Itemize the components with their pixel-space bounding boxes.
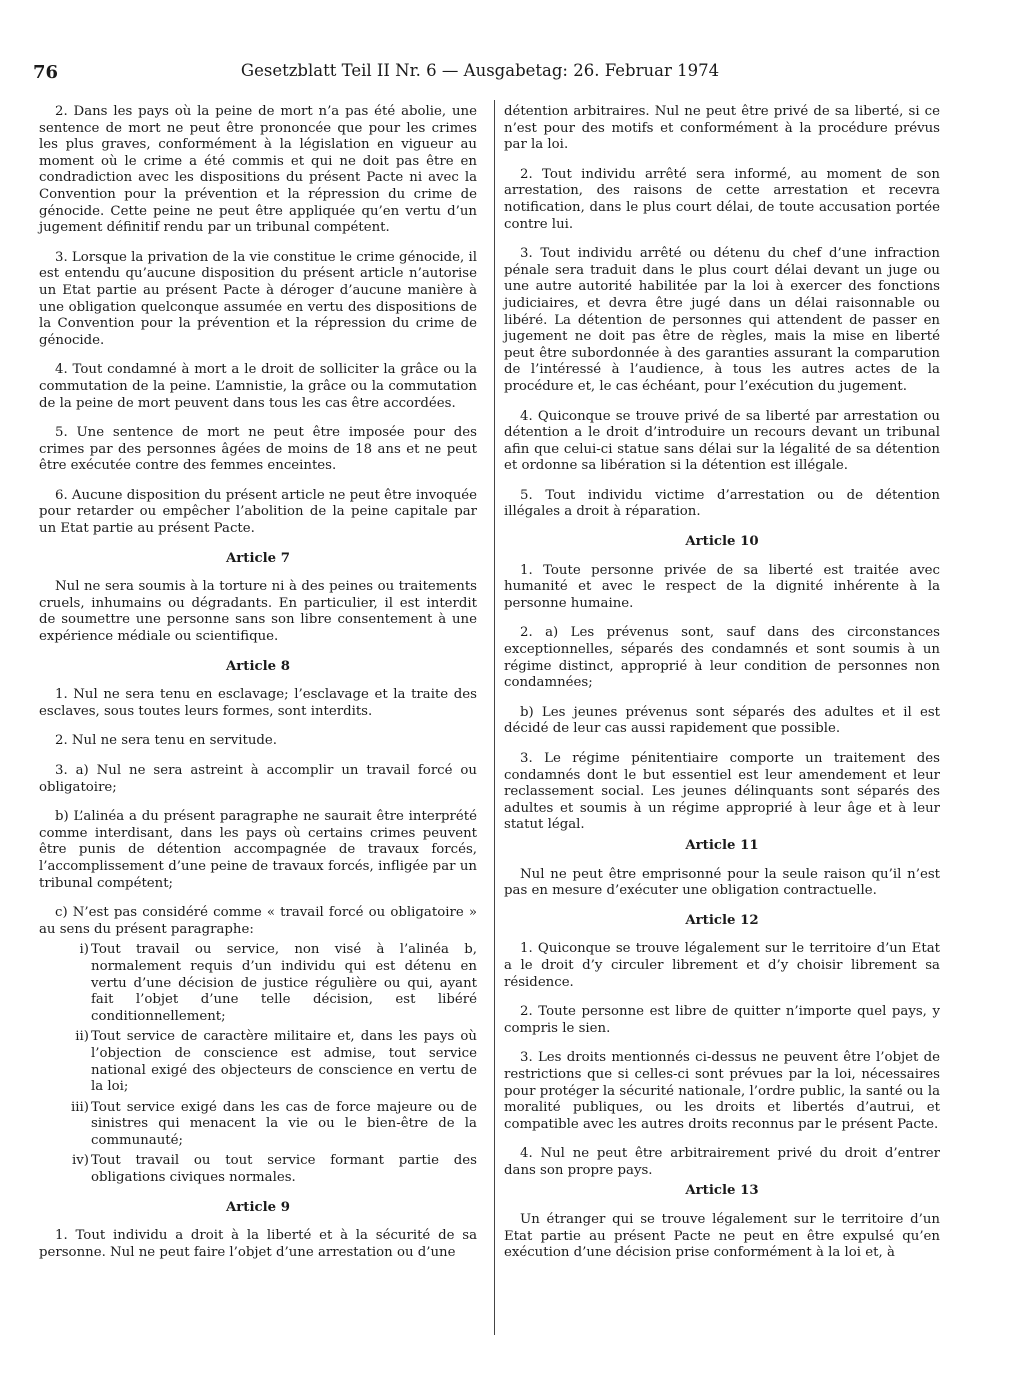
- article-heading: Article 11: [685, 837, 759, 853]
- paragraph: b) L’alinéa a du présent paragraphe ne saurait être interprété comme interdisant, dans les pays où certains crimes peuvent être punis de détention accompagnée de travaux forcés, l’accomplissement d’une peine de travaux forcés, infligée par un tribunal compétent;: [39, 809, 477, 891]
- list-item-number: i): [79, 942, 89, 958]
- page-header: [0, 60, 1024, 84]
- paragraph: 3. a) Nul ne sera astreint à accomplir un travail forcé ou obligatoire;: [39, 763, 477, 795]
- roman-list: [39, 942, 477, 1186]
- paragraph: détention arbitraires. Nul ne peut être privé de sa liberté, si ce n’est pour des motifs et conformément à la procédure prévus par la loi.: [504, 104, 940, 153]
- running-header-title: Gesetzblatt Teil II Nr. 6 — Ausgabetag: 26. Februar 1974: [240, 61, 720, 80]
- paragraph: 1. Quiconque se trouve légalement sur le territoire d’un Etat a le droit d’y circuler librement et d’y choisir librement sa résidence.: [504, 941, 940, 990]
- paragraph: 1. Tout individu a droit à la liberté et à la sécurité de sa personne. Nul ne peut faire l’objet d’une arrestation ou d’une: [39, 1228, 477, 1260]
- article-heading: Article 10: [685, 534, 759, 550]
- paragraph: 2. a) Les prévenus sont, sauf dans des circonstances exceptionnelles, séparés des condamnés et sont soumis à un régime distinct, approprié à leur condition de personnes non condamnées;: [504, 625, 940, 691]
- paragraph: Un étranger qui se trouve légalement sur le territoire d’un Etat partie au présent Pacte ne peut en être expulsé qu’en exécution d’une décision prise conformément à la loi et, à: [504, 1212, 940, 1261]
- right-column: [504, 104, 940, 1275]
- left-column: [39, 104, 477, 1274]
- list-item-text: Tout travail ou tout service formant partie des obligations civiques normales.: [91, 1153, 477, 1186]
- paragraph: 5. Tout individu victime d’arrestation ou de détention illégales a droit à réparation.: [504, 487, 940, 520]
- paragraph: 1. Toute personne privée de sa liberté est traitée avec humanité et avec le respect de la dignité inhérente à la personne humaine.: [504, 562, 940, 611]
- list-item: [39, 1100, 477, 1150]
- list-item-number: iv): [72, 1153, 89, 1169]
- article-heading: Article 7: [225, 550, 290, 566]
- list-item: [39, 1153, 477, 1186]
- paragraph: 3. Lorsque la privation de la vie constitue le crime génocide, il est entendu qu’aucune disposition du présent article n’autorise un Etat partie au présent Pacte à déroger d’aucune manière à une obligation quelconque assumée en vertu des dispositions de la Convention pour la prévention et la répression du crime de génocide.: [39, 249, 477, 348]
- article-heading: Article 8: [225, 658, 290, 674]
- paragraph: 6. Aucune disposition du présent article ne peut être invoquée pour retarder ou empêcher l’abolition de la peine capitale par un Etat partie au présent Pacte.: [39, 487, 477, 537]
- paragraph: 2. Tout individu arrêté sera informé, au moment de son arrestation, des raisons de cette arrestation et recevra notification, dans le plus court délai, de toute accusation portée contre lui.: [504, 166, 940, 232]
- paragraph: 2. Toute personne est libre de quitter n’importe quel pays, y compris le sien.: [504, 1004, 940, 1036]
- paragraph: 4. Tout condamné à mort a le droit de solliciter la grâce ou la commutation de la peine. L’amnistie, la grâce ou la commutation de la peine de mort peuvent dans tous les cas être accordées.: [39, 362, 477, 411]
- list-item-number: iii): [71, 1099, 89, 1115]
- paragraph: Nul ne peut être emprisonné pour la seule raison qu’il n’est pas en mesure d’exécuter une obligation contractuelle.: [504, 866, 940, 899]
- paragraph: 4. Nul ne peut être arbitrairement privé du droit d’entrer dans son propre pays.: [504, 1146, 940, 1178]
- list-item: [39, 942, 477, 1025]
- paragraph: 1. Nul ne sera tenu en esclavage; l’esclavage et la traite des esclaves, sous toutes leurs formes, sont interdits.: [39, 687, 477, 719]
- paragraph: 2. Dans les pays où la peine de mort n’a pas été abolie, une sentence de mort ne peut être prononcée que pour les crimes les plus graves, conformément à la législation en vigueur au moment où le crime a été commis et qui ne doit pas être en condradiction avec les dispositions du présent Pacte ni avec la Convention pour la prévention et la répression du crime de génocide. Cette peine ne peut être appliquée qu’en vertu d’un jugement définitif rendu par un tribunal compétent.: [39, 104, 477, 236]
- paragraph: 4. Quiconque se trouve privé de sa liberté par arrestation ou détention a le droit d’introduire un recours devant un tribunal afin que celui-ci statue sans délai sur la légalité de sa détention et ordonne sa libération si la détention est illégale.: [504, 408, 940, 474]
- paragraph: c) N’est pas considéré comme « travail forcé ou obligatoire » au sens du présent paragraphe:: [39, 905, 477, 937]
- article-heading: Article 12: [685, 912, 759, 928]
- paragraph: 3. Tout individu arrêté ou détenu du chef d’une infraction pénale sera traduit dans le plus court délai devant un juge ou une autre autorité habilitée par la loi à exercer des fonctions judiciaires, et devra être jugé dans un délai raisonnable ou libéré. La détention de personnes qui attendent de passer en jugement ne doit pas être de règles, mais la mise en liberté peut être subordonnée à des garanties assurant la comparution de l’intéressé à l’audience, à tous les autres actes de la procédure et, le cas échéant, pour l’exécution du jugement.: [504, 246, 940, 394]
- column-divider: [494, 100, 495, 1335]
- paragraph: Nul ne sera soumis à la torture ni à des peines ou traitements cruels, inhumains ou dégradants. En particulier, il est interdit de soumettre une personne sans son libre consentement à une expérience médiale ou scientifique.: [39, 579, 477, 645]
- paragraph: 3. Le régime pénitentiaire comporte un traitement des condamnés dont le but essentiel est leur amendement et leur reclassement social. Les jeunes délinquants sont séparés des adultes et soumis à un régime approprié à leur âge et à leur statut légal.: [504, 751, 940, 833]
- page-number: 76: [33, 62, 59, 83]
- list-item-text: Tout service de caractère militaire et, dans les pays où l’objection de conscience est admise, tout service national exigé des objecteurs de conscience en vertu de la loi;: [91, 1029, 477, 1095]
- list-item-text: Tout travail ou service, non visé à l’alinéa b, normalement requis d’un individu qui est détenu en vertu d’une décision de justice régulière ou qui, ayant fait l’objet d’une telle décision, est libéré conditionnellement;: [91, 942, 477, 1024]
- paragraph: b) Les jeunes prévenus sont séparés des adultes et il est décidé de leur cas aussi rapidement que possible.: [504, 704, 940, 737]
- paragraph: 2. Nul ne sera tenu en servitude.: [55, 733, 278, 749]
- list-item-text: Tout service exigé dans les cas de force majeure ou de sinistres qui menacent la vie ou le bien-être de la communauté;: [91, 1099, 477, 1148]
- paragraph: 5. Une sentence de mort ne peut être imposée pour des crimes par des personnes âgées de moins de 18 ans et ne peut être exécutée contre des femmes enceintes.: [39, 425, 477, 474]
- list-item-number: ii): [75, 1029, 89, 1045]
- article-heading: Article 9: [225, 1199, 290, 1215]
- paragraph: 3. Les droits mentionnés ci-dessus ne peuvent être l’objet de restrictions que si celles-ci sont prévues par la loi, nécessaires pour protéger la sécurité nationale, l’ordre public, la santé ou la moralité publiques, ou les droits et libertés d’autrui, et compatible avec les autres droits reconnus par le présent Pacte.: [504, 1050, 940, 1132]
- article-heading: Article 13: [685, 1183, 759, 1199]
- list-item: [39, 1029, 477, 1095]
